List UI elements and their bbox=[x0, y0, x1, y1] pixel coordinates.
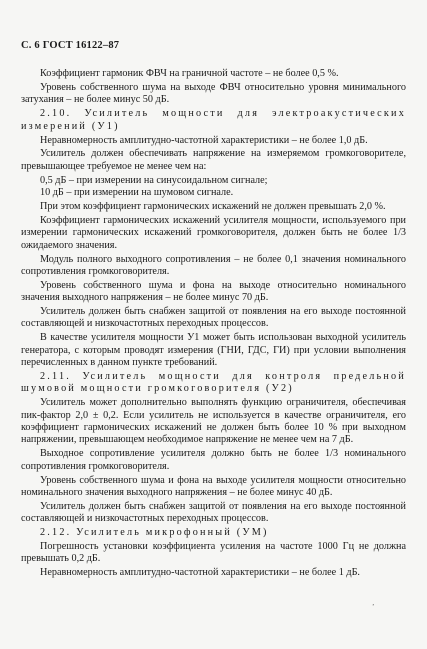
paragraph: Усилитель должен быть снабжен защитой от появления на его выходе постоянной составляющей и низкочастотных переходных процессов. bbox=[21, 306, 406, 330]
scan-artifact-mark: ’ bbox=[372, 603, 375, 611]
paragraph: При этом коэффициент гармонических искажений не должен превышать 2,0 %. bbox=[40, 201, 386, 212]
section-heading-2-12: 2.12. Усилитель микрофонный (УМ) bbox=[40, 527, 269, 539]
paragraph: Уровень собственного шума на выходе ФВЧ относительно уровня минимального затухания – не более минус 50 дБ. bbox=[21, 81, 406, 106]
paragraph: Выходное сопротивление усилителя должно быть не более 1/3 номинального сопротивления громкоговорителя. bbox=[21, 448, 406, 472]
paragraph: Модуль полного выходного сопротивления – не более 0,1 значения номинального сопротивления громкоговорителя. bbox=[21, 253, 406, 277]
page-header: С. 6 ГОСТ 16122–87 bbox=[21, 40, 120, 51]
paragraph: Уровень собственного шума и фона на выходе относительно номинального значения выходного напряжения – не более минус 70 дБ. bbox=[21, 279, 406, 304]
paragraph: Неравномерность амплитудно-частотной характеристики – не более 1 дБ. bbox=[40, 567, 360, 579]
paragraph: В качестве усилителя мощности У1 может быть использован выходной усилитель генератора, с которым проводят измерения (ГНИ, ГДС, ГИ) при условии выполнения перечисленных в данном пункте требований. bbox=[21, 332, 406, 369]
paragraph: Неравномерность амплитудно-частотной характеристики – не более 1,0 дБ. bbox=[40, 134, 368, 146]
paragraph: Коэффициент гармонических искажений усилителя мощности, используемого при измерении гармонических искажений громкоговорителя, должен быть не более 1/3 ожидаемого значения. bbox=[21, 214, 406, 251]
section-heading-2-11: 2.11. Усилитель мощности для контроля предельной шумовой мощности громкоговорителя (У2) bbox=[21, 371, 406, 395]
paragraph: Погрешность установки коэффициента усиления на частоте 1000 Гц не должна превышать 0,2 дБ. bbox=[21, 541, 406, 565]
paragraph: Коэффициент гармоник ФВЧ на граничной частоте – не более 0,5 %. bbox=[40, 68, 339, 79]
paragraph: Усилитель должен обеспечивать напряжение на измеряемом громкоговорителе, превышающее требуемое не менее чем на: bbox=[21, 148, 406, 172]
document-body bbox=[21, 68, 406, 581]
paragraph: Уровень собственного шума и фона на выходе усилителя мощности относительно номинального значения выходного напряжения – не более минус 40 дБ. bbox=[21, 474, 406, 498]
list-item: 0,5 дБ – при измерении на синусоидальном сигнале; bbox=[40, 174, 268, 186]
section-heading-2-10: 2.10. Усилитель мощности для электроакустических измерений (У1) bbox=[21, 108, 406, 132]
paragraph: Усилитель может дополнительно выполнять функцию ограничителя, обеспечивая пик-фактор 2,0 ± 0,2. Если усилитель не используется в качестве ограничителя, его коэффициент гармонических искажений не должен быть более 10 % при выходном напряжении, превышающем необходимое напряжение не менее чем на 7 дБ. bbox=[21, 397, 406, 446]
paragraph: Усилитель должен быть снабжен защитой от появления на его выходе постоянной составляющей и низкочастотных переходных процессов. bbox=[21, 500, 406, 525]
list-item: 10 дБ – при измерении на шумовом сигнале. bbox=[40, 187, 234, 199]
